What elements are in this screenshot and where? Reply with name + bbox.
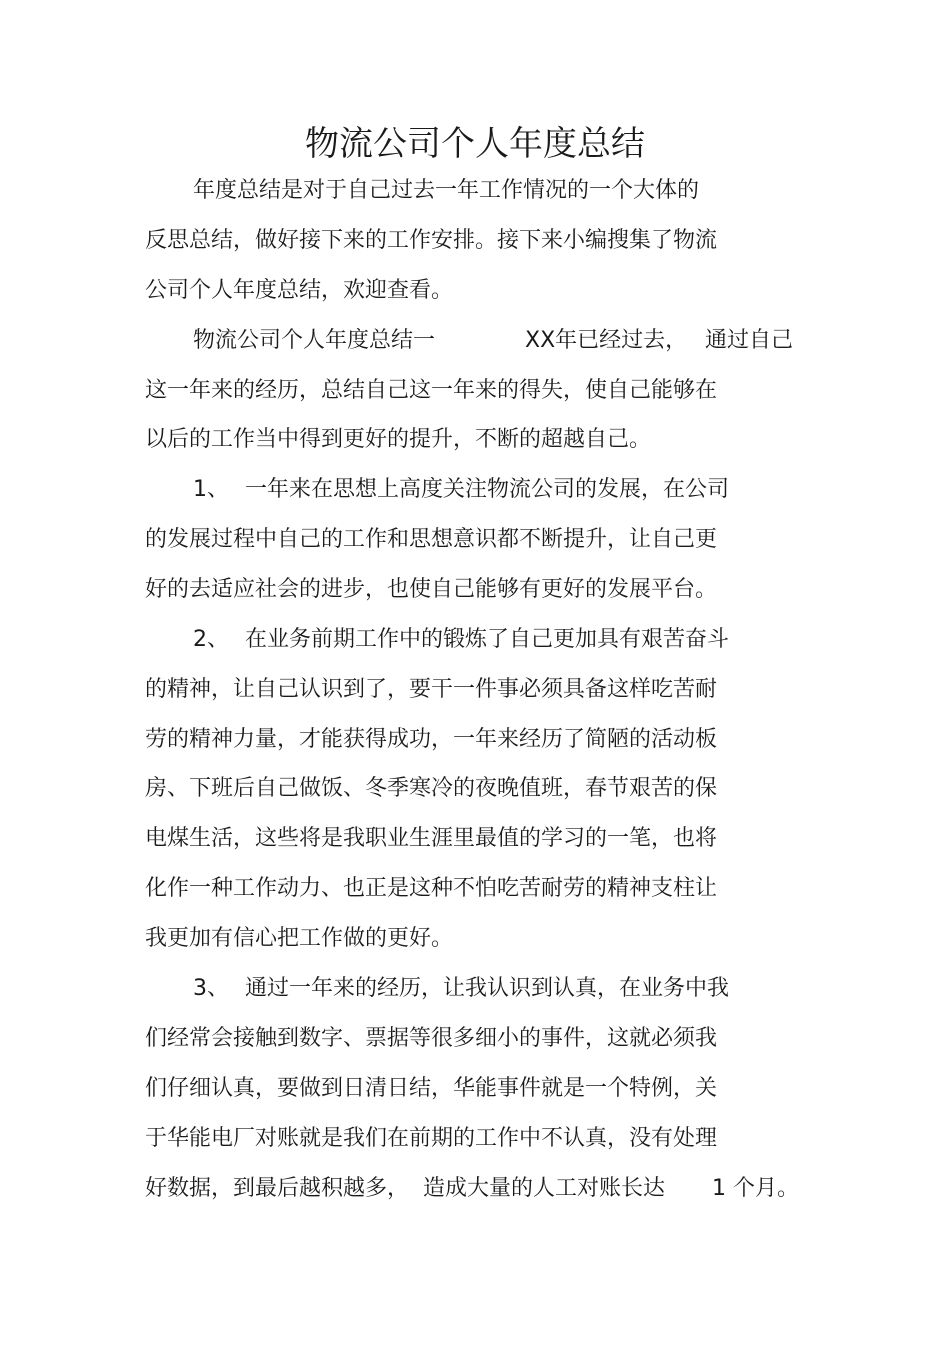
paragraph-line: 房、下班后自己做饭、冬季寒冷的夜晚值班，春节艰苦的保	[145, 776, 718, 801]
paragraph-line: 于华能电厂对账就是我们在前期的工作中不认真，没有处理	[145, 1126, 718, 1151]
paragraph-line: 一年来在思想上高度关注物流公司的发展，在公司	[245, 477, 730, 502]
paragraph-line: 们经常会接触到数字、票据等很多细小的事件，这就必须我	[145, 1026, 718, 1051]
paragraph-line: 的精神，让自己认识到了，要干一件事必须具备这样吃苦耐	[145, 677, 718, 702]
paragraph-line: 造成大量的人工对账长达	[423, 1176, 666, 1201]
paragraph-line: 年度总结是对于自己过去一年工作情况的一个大体的	[193, 178, 700, 203]
paragraph-line: 这一年来的经历，总结自己这一年来的得失，使自己能够在	[145, 378, 718, 403]
paragraph-line: 化作一种工作动力、也正是这种不怕吃苦耐劳的精神支柱让	[145, 876, 718, 901]
paragraph-line: 劳的精神力量，才能获得成功，一年来经历了简陋的活动板	[145, 727, 718, 752]
paragraph-line: 的发展过程中自己的工作和思想意识都不断提升，让自己更	[145, 527, 718, 552]
paragraph-line: 通过一年来的经历，让我认识到认真，在业务中我	[245, 976, 730, 1001]
paragraph-line: 好数据，到最后越积越多，	[145, 1176, 410, 1201]
paragraph-line: 我更加有信心把工作做的更好。	[145, 926, 454, 951]
paragraph-line: 好的去适应社会的进步，也使自己能够有更好的发展平台。	[145, 577, 718, 602]
paragraph-line: 通过自己	[705, 328, 794, 353]
paragraph-line: 以后的工作当中得到更好的提升，不断的超越自己。	[145, 427, 652, 452]
document-title: 物流公司个人年度总结	[305, 124, 645, 164]
paragraph-line: 反思总结，做好接下来的工作安排。接下来小编搜集了物流	[145, 228, 718, 253]
paragraph-line: 电煤生活，这些将是我职业生涯里最值的学习的一笔，也将	[145, 826, 718, 851]
list-number: 2、	[193, 627, 229, 652]
paragraph-line: XX年已经过去，	[525, 328, 688, 353]
paragraph-line: 在业务前期工作中的锻炼了自己更加具有艰苦奋斗	[245, 627, 730, 652]
paragraph-line: 1 个月。	[712, 1176, 799, 1201]
paragraph-line: 们仔细认真，要做到日清日结，华能事件就是一个特例，关	[145, 1076, 718, 1101]
paragraph-line: 物流公司个人年度总结一	[193, 328, 436, 353]
list-number: 3、	[193, 976, 229, 1001]
list-number: 1、	[193, 477, 229, 502]
paragraph-line: 公司个人年度总结，欢迎查看。	[145, 278, 454, 303]
